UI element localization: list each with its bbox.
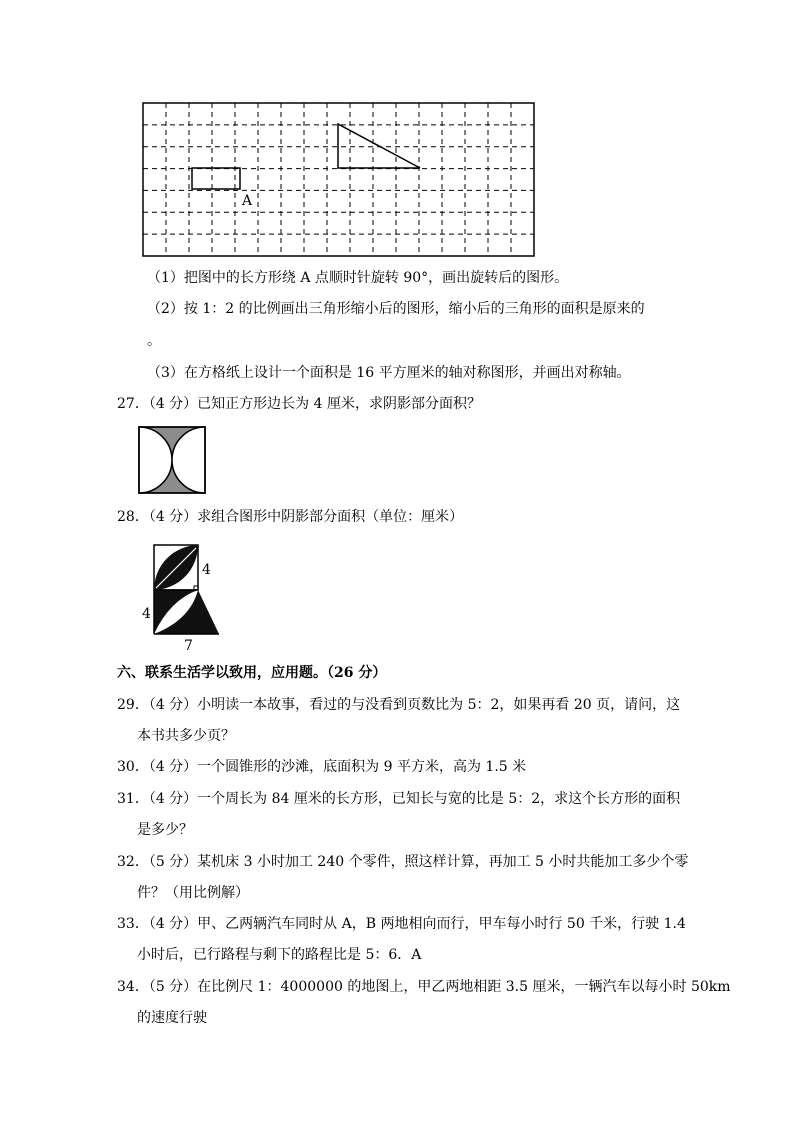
- point-a-label: A: [242, 193, 253, 209]
- q26-part2-line1: （2）按 1：2 的比例画出三角形缩小后的图形，缩小后的三角形的面积是原来的: [147, 301, 645, 317]
- q34-line1: 34．（5 分）在比例尺 1：4000000 的地图上，甲乙两地相距 3.5 厘米，一辆汽车以每小时 50km: [117, 979, 731, 995]
- q29-line1: 29．（4 分）小明读一本故事，看过的与没看到页数比为 5：2，如果再看 20 页，请问，这: [117, 697, 681, 713]
- q26-part3: （3）在方格纸上设计一个面积是 16 平方厘米的轴对称图形，并画出对称轴。: [147, 365, 631, 381]
- q31-line1: 31．（4 分）一个周长为 84 厘米的长方形，已知长与宽的比是 5：2，求这个长方形的面积: [117, 791, 681, 807]
- q28-text: 28．（4 分）求组合图形中阴影部分面积（单位：厘米）: [117, 509, 464, 525]
- label-left-4: 4: [142, 606, 151, 622]
- q32-line2: 件？（用比例解）: [137, 885, 249, 901]
- square-figure: [138, 426, 208, 496]
- label-bottom-7: 7: [184, 638, 193, 654]
- small-rectangle: [192, 168, 240, 189]
- label-right-4: 4: [202, 562, 211, 578]
- composite-figure: [130, 540, 250, 660]
- q30-text: 30．（4 分）一个圆锥形的沙滩，底面积为 9 平方米，高为 1.5 米: [117, 759, 527, 775]
- section6-title: 六、联系生活学以致用，应用题。（26 分）: [117, 665, 387, 681]
- q31-line2: 是多少？: [137, 822, 193, 838]
- q26-part2-line2: 。: [147, 333, 161, 349]
- q26-part1: （1）把图中的长方形绕 A 点顺时针旋转 90°，画出旋转后的图形。: [147, 270, 569, 286]
- q34-line2: 的速度行驶: [137, 1010, 207, 1026]
- grid-figure: [0, 0, 794, 260]
- q32-line1: 32．（5 分）某机床 3 小时加工 240 个零件，照这样计算，再加工 5 小时共能加工多少个零: [117, 854, 689, 870]
- q27-text: 27．（4 分）已知正方形边长为 4 厘米，求阴影部分面积？: [117, 396, 481, 412]
- q33-line2: 小时后，已行路程与剩下的路程比是 5：6．A: [137, 947, 422, 963]
- q29-line2: 本书共多少页？: [137, 728, 235, 744]
- q33-line1: 33．（4 分）甲、乙两辆汽车同时从 A，B 两地相向而行，甲车每小时行 50 千米，行驶 1.4: [117, 916, 686, 932]
